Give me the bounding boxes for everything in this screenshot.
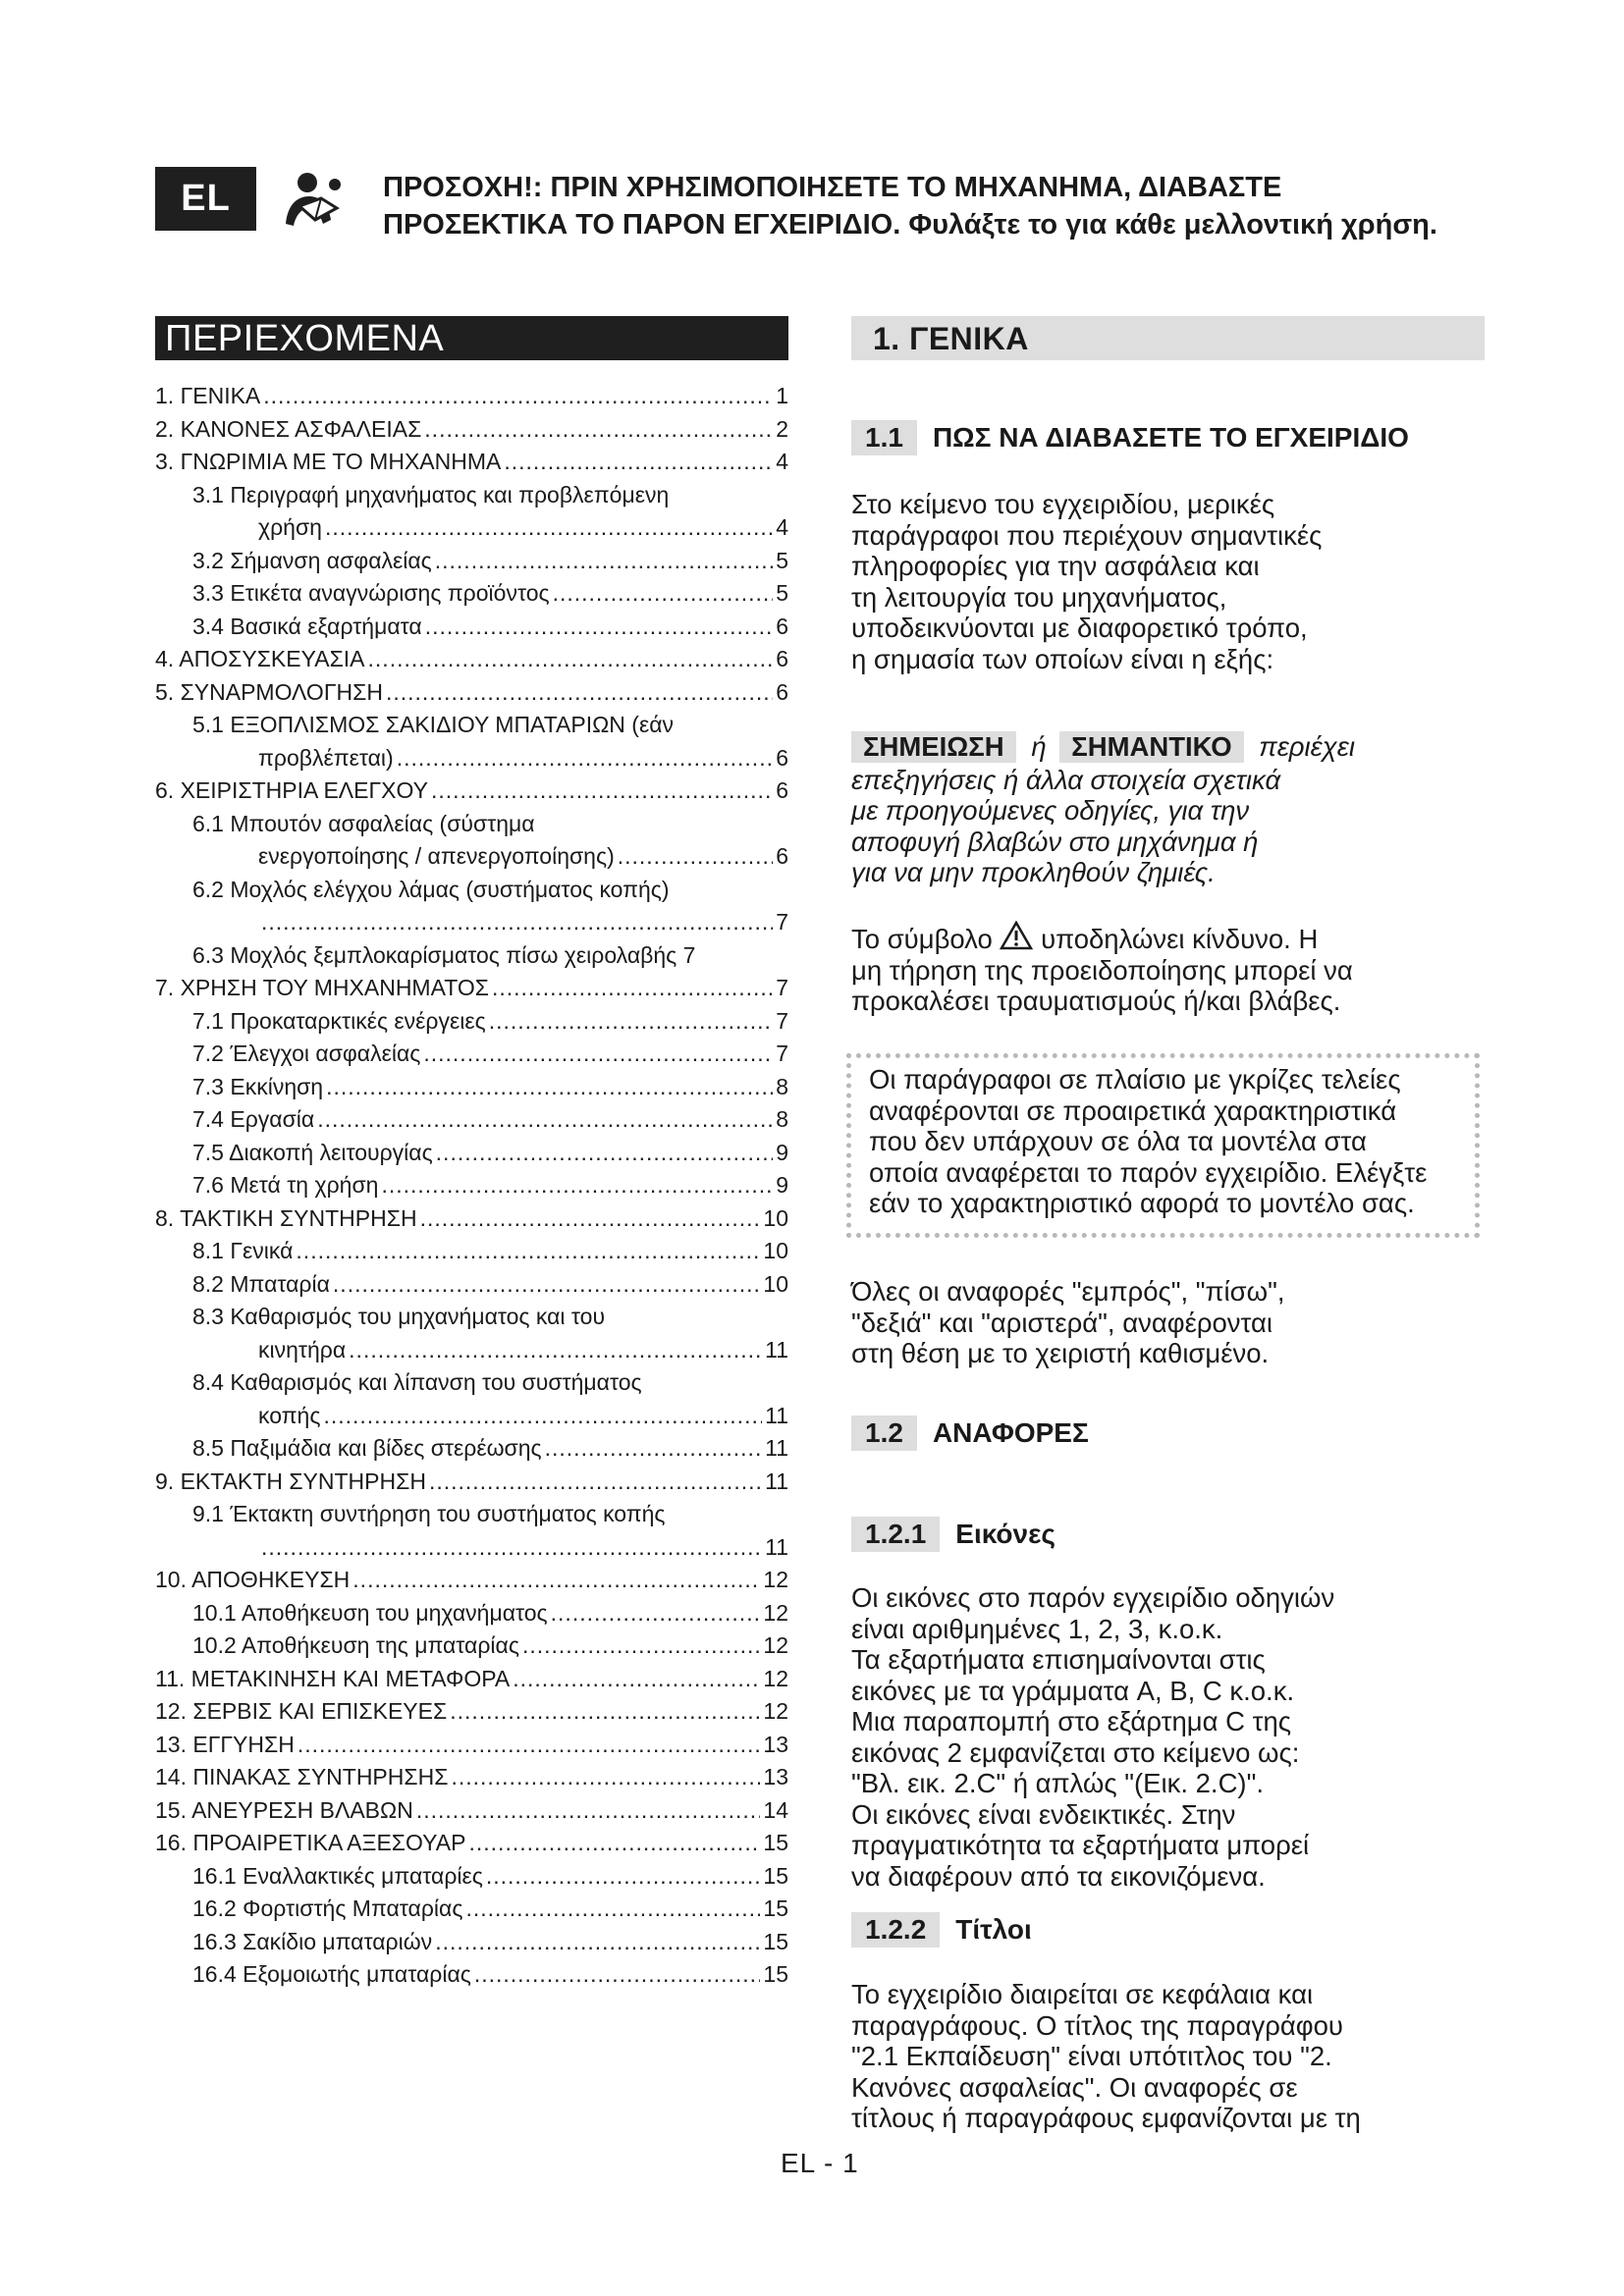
toc-page-number: 15 bbox=[763, 1862, 788, 1889]
toc-entry bbox=[155, 614, 788, 647]
toc-page-number: 6 bbox=[776, 777, 788, 803]
toc-entry-text: 7. ΧΡΗΣΗ ΤΟΥ ΜΗΧΑΝΗΜΑΤΟΣ bbox=[155, 975, 489, 1000]
subsection-title: ΠΩΣ ΝΑ ΔΙΑΒΑΣΕΤΕ ΤΟ ΕΓΧΕΙΡΙΔΙΟ bbox=[932, 422, 1409, 453]
toc-entry-text: 8.5 Παξιμάδια και βίδες στερέωσης bbox=[192, 1435, 542, 1461]
toc-entry bbox=[155, 1764, 788, 1797]
text-line: επεξηγήσεις ή άλλα στοιχεία σχετικά bbox=[851, 764, 1281, 795]
toc-entry-text: 4. ΑΠΟΣΥΣΚΕΥΑΣΙΑ bbox=[155, 646, 365, 671]
toc-page-number: 15 bbox=[763, 1896, 788, 1921]
subsection-title: Τίτλοι bbox=[955, 1914, 1032, 1945]
toc-entry-text: 16.1 Εναλλακτικές μπαταρίες bbox=[192, 1862, 483, 1889]
text-fragment: περιέχει bbox=[1259, 731, 1355, 762]
text-line: εάν το χαρακτηριστικό αφορά το μοντέλο σας. bbox=[869, 1188, 1415, 1218]
toc-entry-text: 16. ΠΡΟΑΙΡΕΤΙΚΑ ΑΞΕΣΟΥΑΡ bbox=[155, 1830, 466, 1855]
toc-page-number: 11 bbox=[765, 1402, 788, 1428]
toc-page-number: 10 bbox=[763, 1270, 788, 1297]
text-line: πληροφορίες για την ασφάλεια και bbox=[851, 551, 1260, 581]
subsection-number: 1.2 bbox=[851, 1415, 917, 1451]
text-line: Οι εικόνες στο παρόν εγχειρίδιο οδηγιών bbox=[851, 1582, 1335, 1613]
page-number: EL - 1 bbox=[781, 2148, 859, 2178]
toc-entry bbox=[155, 1205, 788, 1239]
toc-page-number: 9 bbox=[776, 1172, 788, 1198]
text-line: "2.1 Εκπαίδευση" είναι υπότιτλος του "2. bbox=[851, 2041, 1332, 2071]
text-line: οποία αναφέρεται το παρόν εγχειρίδιο. Ελέγξτε bbox=[869, 1156, 1428, 1188]
toc-entry-text: 13. ΕΓΓΥΗΣΗ bbox=[155, 1731, 295, 1757]
text-line: η σημασία των οποίων είναι η εξής: bbox=[851, 643, 1274, 674]
toc-leader-dots bbox=[465, 1896, 760, 1922]
text-line: αποφυγή βλαβών στο μηχάνημα ή bbox=[851, 826, 1259, 857]
text-line: Κανόνες ασφαλείας". Οι αναφορές σε bbox=[851, 2071, 1298, 2103]
toc-page-number: 9 bbox=[776, 1139, 788, 1165]
toc-page-number: 7 bbox=[776, 1041, 788, 1066]
toc-entry-text: 7.1 Προκαταρκτικές ενέργειες bbox=[192, 1007, 486, 1034]
toc-entry bbox=[155, 1666, 788, 1699]
note-tag: ΣΗΜΕΙΩΣΗ bbox=[851, 731, 1016, 763]
toc-page-number: 11 bbox=[765, 1468, 788, 1494]
toc-entry-text: 12. ΣΕΡΒΙΣ ΚΑΙ ΕΠΙΣΚΕΥΕΣ bbox=[155, 1698, 448, 1724]
toc-leader-dots bbox=[469, 1830, 761, 1856]
titles-paragraph bbox=[851, 1979, 1489, 2134]
read-manual-icon bbox=[278, 167, 345, 234]
toc-page-number: 12 bbox=[763, 1698, 788, 1724]
toc-entry bbox=[155, 1304, 788, 1337]
toc-page-number: 6 bbox=[776, 744, 788, 771]
toc-page-number: 15 bbox=[763, 1961, 788, 1987]
toc-entry-text: 15. ΑΝΕΥΡΕΣΗ ΒΛΑΒΩΝ bbox=[155, 1796, 413, 1823]
toc-leader-dots bbox=[420, 1205, 761, 1232]
toc-page-number: 12 bbox=[763, 1665, 788, 1691]
toc-entry bbox=[155, 1369, 788, 1403]
toc-entry bbox=[155, 1732, 788, 1765]
toc-leader-dots bbox=[553, 580, 774, 607]
text-line: "δεξιά" και "αριστερά", αναφέρονται bbox=[851, 1307, 1273, 1338]
toc-leader-dots bbox=[435, 548, 773, 574]
toc-leader-dots bbox=[451, 1764, 760, 1790]
toc-leader-dots bbox=[423, 1041, 773, 1067]
toc-entry-text: 7.5 Διακοπή λειτουργίας bbox=[192, 1139, 433, 1165]
toc-entry-text: ενεργοποίησης / απενεργοποίησης) bbox=[258, 843, 615, 869]
toc-leader-dots bbox=[386, 679, 773, 706]
text-line: με προηγούμενες οδηγίες, για την bbox=[851, 795, 1250, 826]
or-text: ή bbox=[1031, 731, 1047, 762]
toc-leader-dots bbox=[298, 1732, 761, 1758]
toc-entry bbox=[155, 1632, 788, 1666]
toc-entry bbox=[155, 1435, 788, 1468]
toc-leader-dots bbox=[352, 1567, 760, 1593]
toc-leader-dots bbox=[513, 1666, 760, 1692]
text-line: εικόνας 2 εμφανίζεται στο κείμενο ως: bbox=[851, 1736, 1300, 1768]
toc-page-number: 5 bbox=[776, 580, 788, 606]
toc-leader-dots bbox=[435, 1929, 760, 1955]
note-paragraph bbox=[851, 731, 1489, 888]
toc-entry bbox=[155, 482, 788, 515]
subsection-title: Εικόνες bbox=[955, 1519, 1056, 1549]
toc-entry bbox=[155, 942, 788, 976]
toc-leader-dots bbox=[333, 1271, 760, 1298]
toc-entry-text: 5.1 ΕΞΟΠΛΙΣΜΟΣ ΣΑΚΙΔΙΟΥ ΜΠΑΤΑΡΙΩΝ (εάν bbox=[192, 712, 675, 737]
toc-entry bbox=[155, 1698, 788, 1732]
figures-paragraph bbox=[851, 1582, 1489, 1892]
subsection-number: 1.1 bbox=[851, 420, 917, 455]
toc-page-number: 8 bbox=[776, 1073, 788, 1099]
toc-leader-dots bbox=[326, 1074, 773, 1100]
toc-leader-dots bbox=[551, 1600, 761, 1627]
toc-leader-dots bbox=[416, 1797, 761, 1824]
toc-entry bbox=[155, 383, 788, 416]
toc-leader-dots bbox=[489, 1008, 773, 1035]
toc-entry-text: 6.1 Μπουτόν ασφαλείας (σύστημα bbox=[192, 810, 535, 836]
toc-page-number: 15 bbox=[763, 1830, 788, 1855]
toc-leader-dots bbox=[436, 1140, 774, 1166]
toc-page-number: 13 bbox=[763, 1731, 788, 1757]
toc-page-number: 5 bbox=[776, 547, 788, 573]
toc-entry bbox=[155, 679, 788, 713]
toc-entry-text: προβλέπεται) bbox=[258, 744, 394, 771]
text-fragment: υποδηλώνει κίνδυνο. Η bbox=[1041, 924, 1319, 954]
toc-entry-text: 6.3 Μοχλός ξεμπλοκαρίσματος πίσω χειρολαβής 7 bbox=[192, 941, 696, 968]
toc-entry-text: 10. ΑΠΟΘΗΚΕΥΣΗ bbox=[155, 1567, 351, 1592]
text-fragment: Το σύμβολο bbox=[851, 924, 993, 954]
text-line: Τα εξαρτήματα επισημαίνονται στις bbox=[851, 1644, 1266, 1675]
subsection-1-1-heading bbox=[851, 420, 1409, 455]
toc-entry bbox=[155, 1106, 788, 1140]
toc-entry-text: 3. ΓΝΩΡΙΜΙΑ ΜΕ ΤΟ ΜΗΧΑΝΗΜΑ bbox=[155, 449, 502, 474]
warning-triangle-icon bbox=[1000, 921, 1033, 950]
toc-leader-dots bbox=[263, 383, 773, 409]
toc-entry bbox=[155, 777, 788, 811]
toc-entry-text: 3.2 Σήμανση ασφαλείας bbox=[192, 547, 432, 573]
table-of-contents bbox=[155, 383, 788, 1995]
toc-leader-dots bbox=[317, 1106, 773, 1133]
text-line: Οι εικόνες είναι ενδεικτικές. Στην bbox=[851, 1798, 1236, 1830]
text-line: Οι παράγραφοι σε πλαίσιο με γκρίζες τελείες bbox=[869, 1064, 1401, 1095]
toc-leader-dots bbox=[261, 909, 773, 935]
toc-entry bbox=[155, 975, 788, 1008]
text-line: Το εγχειρίδιο διαιρείται σε κεφάλαια και bbox=[851, 1979, 1314, 2009]
toc-entry bbox=[155, 1600, 788, 1633]
toc-entry bbox=[155, 909, 788, 942]
text-line: στη θέση με το χειριστή καθισμένο. bbox=[851, 1338, 1270, 1368]
toc-leader-dots bbox=[349, 1337, 762, 1363]
toc-leader-dots bbox=[450, 1698, 760, 1725]
toc-entry-text: 14. ΠΙΝΑΚΑΣ ΣΥΝΤΗΡΗΣΗΣ bbox=[155, 1764, 449, 1789]
toc-page-number: 12 bbox=[763, 1567, 788, 1592]
toc-entry bbox=[155, 1140, 788, 1173]
toc-leader-dots bbox=[522, 1632, 760, 1659]
toc-entry bbox=[155, 1929, 788, 1962]
toc-entry-text: κοπής bbox=[258, 1402, 321, 1428]
important-tag: ΣΗΜΑΝΤΙΚΟ bbox=[1059, 731, 1243, 763]
toc-entry bbox=[155, 1172, 788, 1205]
toc-entry bbox=[155, 1501, 788, 1534]
toc-page-number: 10 bbox=[763, 1204, 788, 1231]
subsection-1-2-heading bbox=[851, 1415, 1089, 1451]
toc-entry bbox=[155, 1797, 788, 1831]
toc-entry-text: 7.4 Εργασία bbox=[192, 1106, 315, 1132]
toc-entry bbox=[155, 1041, 788, 1074]
toc-leader-dots bbox=[618, 843, 773, 870]
language-badge: EL bbox=[155, 167, 256, 231]
toc-entry bbox=[155, 1567, 788, 1600]
toc-leader-dots bbox=[486, 1863, 761, 1890]
toc-entry-text: 3.1 Περιγραφή μηχανήματος και προβλεπόμενη bbox=[192, 481, 670, 507]
toc-page-number: 12 bbox=[763, 1632, 788, 1658]
toc-page-number: 11 bbox=[765, 1336, 788, 1362]
toc-page-number: 6 bbox=[776, 843, 788, 869]
toc-page-number: 11 bbox=[765, 1533, 788, 1560]
toc-entry-text: 6. ΧΕΙΡΙΣΤΗΡΙΑ ΕΛΕΓΧΟΥ bbox=[155, 777, 428, 803]
text-line: προκαλέσει τραυματισμούς ή/και βλάβες. bbox=[851, 986, 1341, 1016]
toc-entry bbox=[155, 1403, 788, 1436]
toc-entry-text: 7.6 Μετά τη χρήση bbox=[192, 1172, 379, 1198]
toc-entry-text: 7.3 Εκκίνηση bbox=[192, 1073, 324, 1099]
text-line: αναφέρονται σε προαιρετικά χαρακτηριστικά bbox=[869, 1095, 1397, 1126]
toc-entry bbox=[155, 1008, 788, 1041]
toc-entry bbox=[155, 843, 788, 877]
toc-entry bbox=[155, 1961, 788, 1995]
toc-leader-dots bbox=[296, 1238, 760, 1264]
toc-page-number: 11 bbox=[765, 1435, 788, 1461]
toc-leader-dots bbox=[424, 416, 773, 443]
toc-page-number: 13 bbox=[763, 1764, 788, 1789]
toc-leader-dots bbox=[474, 1961, 761, 1988]
toc-page-number: 6 bbox=[776, 646, 788, 671]
toc-entry-text: 16.3 Σακίδιο μπαταριών bbox=[192, 1928, 433, 1954]
toc-page-number: 15 bbox=[763, 1928, 788, 1954]
toc-entry-text: 16.2 Φορτιστής Μπαταρίας bbox=[192, 1896, 463, 1921]
toc-entry bbox=[155, 1534, 788, 1568]
toc-leader-dots bbox=[504, 449, 773, 475]
toc-page-number: 1 bbox=[776, 383, 788, 408]
toc-leader-dots bbox=[492, 975, 773, 1001]
text-line: τίτλους ή παραγράφους εμφανίζονται με τη bbox=[851, 2103, 1361, 2133]
toc-entry bbox=[155, 1863, 788, 1896]
toc-page-number: 14 bbox=[763, 1796, 788, 1823]
toc-page-number: 4 bbox=[776, 449, 788, 474]
toc-entry-text: χρήση bbox=[258, 514, 322, 540]
toc-title: ΠΕΡΙΕΧΟΜΕΝΑ bbox=[155, 316, 788, 360]
optional-features-box bbox=[846, 1053, 1480, 1238]
text-line: παραγράφους. Ο τίτλος της παραγράφου bbox=[851, 2009, 1343, 2041]
toc-entry-text: 6.2 Μοχλός ελέγχου λάμας (συστήματος κοπής) bbox=[192, 876, 670, 902]
danger-symbol-paragraph bbox=[851, 921, 1489, 1017]
toc-entry bbox=[155, 877, 788, 910]
text-line: να διαφέρουν από τα εικονιζόμενα. bbox=[851, 1860, 1266, 1892]
toc-entry-text: 8.3 Καθαρισμός του μηχανήματος και του bbox=[192, 1304, 606, 1329]
toc-page-number: 10 bbox=[763, 1238, 788, 1263]
text-line: Μια παραπομπή στο εξάρτημα C της bbox=[851, 1706, 1292, 1736]
safety-warning bbox=[383, 169, 1512, 243]
toc-entry bbox=[155, 580, 788, 614]
toc-entry-text: 8.4 Καθαρισμός και λίπανση του συστήματος bbox=[192, 1369, 642, 1395]
text-line: εικόνες με τα γράμματα A, B, C κ.ο.κ. bbox=[851, 1675, 1295, 1706]
subsection-1-2-2-heading bbox=[851, 1912, 1032, 1948]
toc-entry bbox=[155, 548, 788, 581]
toc-entry-text: 10.1 Αποθήκευση του μηχανήματος bbox=[192, 1599, 548, 1626]
toc-page-number: 2 bbox=[776, 415, 788, 442]
toc-page-number: 7 bbox=[776, 975, 788, 1000]
toc-leader-dots bbox=[323, 1403, 762, 1429]
toc-leader-dots bbox=[429, 1468, 762, 1495]
orientation-paragraph bbox=[851, 1276, 1489, 1369]
toc-leader-dots bbox=[425, 614, 774, 640]
toc-entry-text: 9. ΕΚΤΑΚΤΗ ΣΥΝΤΗΡΗΣΗ bbox=[155, 1468, 426, 1494]
toc-entry bbox=[155, 416, 788, 450]
toc-entry-text: 8.1 Γενικά bbox=[192, 1238, 294, 1263]
toc-entry-text: 3.4 Βασικά εξαρτήματα bbox=[192, 613, 422, 639]
toc-entry bbox=[155, 449, 788, 482]
toc-entry bbox=[155, 712, 788, 745]
toc-entry bbox=[155, 811, 788, 844]
warning-line-2: ΠΡΟΣΕΚΤΙΚΑ ΤΟ ΠΑΡΟΝ ΕΓΧΕΙΡΙΔΙΟ. Φυλάξτε το για κάθε μελλοντική χρήση. bbox=[383, 209, 1437, 240]
toc-entry bbox=[155, 646, 788, 679]
toc-entry-text: 10.2 Αποθήκευση της μπαταρίας bbox=[192, 1632, 519, 1658]
text-line: Όλες οι αναφορές "εμπρός", "πίσω", bbox=[851, 1276, 1285, 1307]
toc-page-number: 8 bbox=[776, 1106, 788, 1132]
section-title: 1. ΓΕΝΙΚΑ bbox=[851, 316, 1485, 360]
subsection-number: 1.2.1 bbox=[851, 1517, 940, 1552]
toc-entry-text: 7.2 Έλεγχοι ασφαλείας bbox=[192, 1041, 421, 1066]
text-line: παράγραφοι που περιέχουν σημαντικές bbox=[851, 519, 1323, 551]
toc-entry-text: 8.2 Μπαταρία bbox=[192, 1270, 330, 1297]
toc-entry bbox=[155, 1896, 788, 1929]
toc-entry-text: 8. ΤΑΚΤΙΚΗ ΣΥΝΤΗΡΗΣΗ bbox=[155, 1204, 417, 1231]
toc-entry-text: 9.1 Έκτακτη συντήρηση του συστήματος κοπής bbox=[192, 1501, 666, 1526]
toc-page-number: 6 bbox=[776, 613, 788, 639]
toc-leader-dots bbox=[397, 745, 774, 772]
warning-line-1: ΠΡΟΣΟΧΗ!: ΠΡΙΝ ΧΡΗΣΙΜΟΠΟΙΗΣΕΤΕ ΤΟ ΜΗΧΑΝΗΜΑ, ΔΙΑΒΑΣΤΕ bbox=[383, 172, 1282, 203]
toc-entry bbox=[155, 1074, 788, 1107]
toc-page-number: 12 bbox=[763, 1599, 788, 1626]
toc-page-number: 4 bbox=[776, 514, 788, 540]
subsection-number: 1.2.2 bbox=[851, 1912, 940, 1948]
subsection-title: ΑΝΑΦΟΡΕΣ bbox=[932, 1417, 1089, 1448]
toc-leader-dots bbox=[261, 1534, 762, 1561]
subsection-1-2-1-heading bbox=[851, 1517, 1056, 1552]
toc-entry bbox=[155, 745, 788, 778]
toc-entry-text: κινητήρα bbox=[258, 1336, 347, 1362]
text-line: που δεν υπάρχουν σε όλα τα μοντέλα στα bbox=[869, 1126, 1367, 1156]
toc-leader-dots bbox=[431, 777, 773, 804]
text-line: για να μην προκληθούν ζημιές. bbox=[851, 857, 1216, 887]
toc-entry-text: 5. ΣΥΝΑΡΜΟΛΟΓΗΣΗ bbox=[155, 678, 383, 705]
toc-entry bbox=[155, 1271, 788, 1305]
toc-leader-dots bbox=[325, 514, 773, 541]
toc-leader-dots bbox=[545, 1435, 762, 1462]
toc-page-number: 6 bbox=[776, 678, 788, 705]
text-line: Στο κείμενο του εγχειριδίου, μερικές bbox=[851, 489, 1275, 519]
toc-entry bbox=[155, 1238, 788, 1271]
text-line: μη τήρηση της προειδοποίησης μπορεί να bbox=[851, 954, 1353, 986]
toc-entry bbox=[155, 1830, 788, 1863]
toc-entry bbox=[155, 1468, 788, 1502]
text-line: υποδεικνύονται με διαφορετικό τρόπο, bbox=[851, 613, 1308, 643]
text-line: "Βλ. εικ. 2.C" ή απλώς "(Εικ. 2.C)". bbox=[851, 1768, 1264, 1798]
text-line: τη λειτουργία του μηχανήματος, bbox=[851, 581, 1227, 613]
toc-entry-text: 16.4 Εξομοιωτής μπαταρίας bbox=[192, 1961, 471, 1987]
toc-page-number: 7 bbox=[776, 909, 788, 934]
intro-paragraph bbox=[851, 489, 1489, 674]
text-line: είναι αριθμημένες 1, 2, 3, κ.ο.κ. bbox=[851, 1613, 1223, 1644]
toc-leader-dots bbox=[368, 646, 774, 672]
toc-entry-text: 3.3 Ετικέτα αναγνώρισης προϊόντος bbox=[192, 580, 550, 606]
toc-entry bbox=[155, 1337, 788, 1370]
toc-leader-dots bbox=[381, 1172, 773, 1199]
toc-entry-text: 1. ΓΕΝΙΚΑ bbox=[155, 383, 261, 408]
toc-entry bbox=[155, 514, 788, 548]
text-line: πραγματικότητα τα εξαρτήματα μπορεί bbox=[851, 1830, 1310, 1860]
toc-entry-text: 11. ΜΕΤΑΚΙΝΗΣΗ ΚΑΙ ΜΕΤΑΦΟΡΑ bbox=[155, 1665, 511, 1691]
toc-page-number: 7 bbox=[776, 1007, 788, 1034]
toc-entry-text: 2. ΚΑΝΟΝΕΣ ΑΣΦΑΛΕΙΑΣ bbox=[155, 415, 422, 442]
